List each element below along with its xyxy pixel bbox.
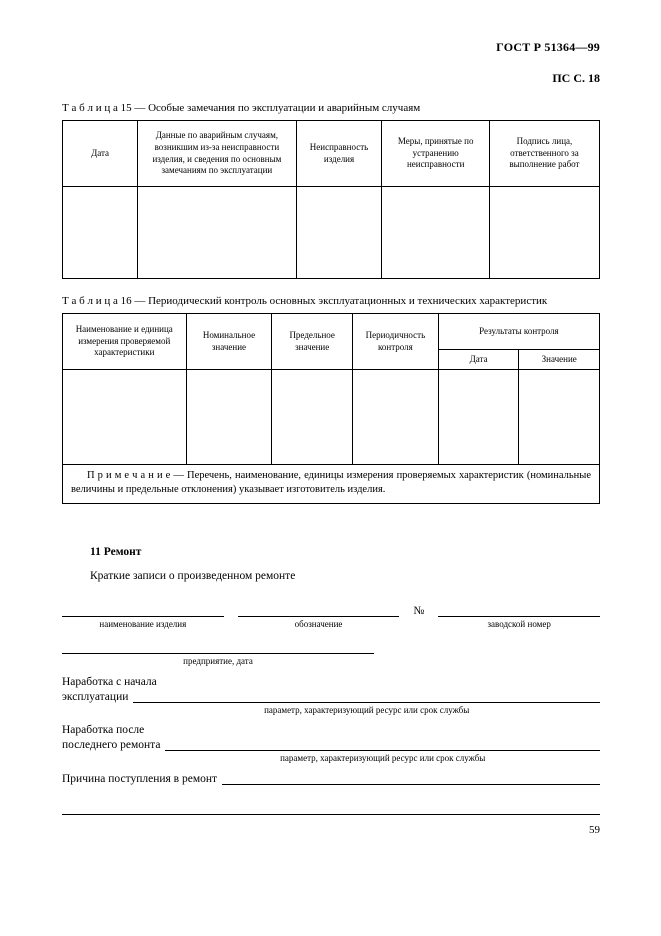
operating-from-start-row <box>62 690 600 715</box>
table16-caption: Т а б л и ц а 16 — Периодический контроль основных эксплуатационных и технических характеристик <box>62 295 548 307</box>
designation-label: обозначение <box>294 619 343 630</box>
table16-col-result-date: Дата <box>438 350 519 370</box>
item-name-label: наименование изделия <box>99 619 187 630</box>
repair-reason-blank-line <box>222 772 600 785</box>
table15-empty-cell <box>138 187 296 279</box>
table15-col-signature: Подпись лица, ответственного за выполнение работ <box>489 121 599 187</box>
repair-reason-continuation-blank-line <box>62 802 600 815</box>
table16-col-periodicity: Периодичность контроля <box>352 314 438 370</box>
field-operating-after-repair <box>62 724 600 763</box>
field-operating-from-start <box>62 676 600 715</box>
enterprise-date-row <box>62 641 600 666</box>
table15-col-fault: Неисправность изделия <box>296 121 382 187</box>
table16-col-results-group: Результаты контроля <box>438 314 599 350</box>
table-15 <box>62 120 600 279</box>
serial-number-blank-line <box>438 604 600 617</box>
enterprise-date-field <box>62 641 374 666</box>
table15-col-measures: Меры, принятые по устранению неисправности <box>382 121 489 187</box>
table15-empty-row <box>63 187 600 279</box>
document-header <box>62 40 600 86</box>
repair-intro-text: Краткие записи о произведенном ремонте <box>90 570 296 583</box>
table16-note-row <box>63 465 600 504</box>
serial-number-label: заводской номер <box>487 619 551 630</box>
operating-after-repair-blank-line <box>165 738 600 751</box>
section-heading-repair: 11 Ремонт <box>90 546 142 559</box>
operating-from-start-hint: параметр, характеризующий ресурс или срок службы <box>264 705 470 716</box>
table15-header-row <box>63 121 600 187</box>
table16-col-result-value: Значение <box>519 350 600 370</box>
table16-empty-cell <box>352 370 438 465</box>
table15-caption: Т а б л и ц а 15 — Особые замечания по эксплуатации и аварийным случаям <box>62 102 421 114</box>
table15-empty-cell <box>489 187 599 279</box>
repair-reason-label: Причина поступления в ремонт <box>62 772 218 785</box>
table15-empty-cell <box>296 187 382 279</box>
operating-from-start-label-line1: Наработка с начала <box>62 676 157 689</box>
operating-after-repair-fill <box>165 738 600 763</box>
operating-after-repair-label-line1: Наработка после <box>62 724 145 737</box>
enterprise-date-blank-line <box>62 641 374 654</box>
table16-empty-cell <box>272 370 353 465</box>
header-page-label: ПС С. 18 <box>552 71 600 85</box>
table16-note: П р и м е ч а н и е — Перечень, наименование, единицы измерения проверяемых характеристик (номинальные величины и предельные отклонения) указывает изготовитель изделия. <box>63 465 600 504</box>
number-sign: № <box>413 605 425 618</box>
table16-empty-cell <box>186 370 272 465</box>
standard-number: ГОСТ Р 51364—99 <box>496 40 600 54</box>
table15-empty-cell <box>63 187 138 279</box>
operating-from-start-fill <box>133 690 600 715</box>
operating-after-repair-label-line2: последнего ремонта <box>62 738 161 751</box>
table-16 <box>62 313 600 504</box>
table16-col-limit: Предельное значение <box>272 314 353 370</box>
operating-after-repair-row <box>62 738 600 763</box>
table15-col-incident-data: Данные по аварийным случаям, возникшим из-за неисправности изделия, и сведения по основным замечаниям по эксплуатации <box>138 121 296 187</box>
table16-header-row <box>63 314 600 350</box>
operating-from-start-label-line2: эксплуатации <box>62 691 129 704</box>
serial-number-field <box>438 604 600 629</box>
page-number: 59 <box>589 824 600 836</box>
table15-empty-cell <box>382 187 489 279</box>
enterprise-date-label: предприятие, дата <box>183 656 253 667</box>
field-repair-reason <box>62 772 600 815</box>
table16-col-nominal: Номинальное значение <box>186 314 272 370</box>
designation-blank-line <box>238 604 400 617</box>
item-name-field <box>62 604 224 629</box>
table16-empty-cell <box>519 370 600 465</box>
operating-after-repair-hint: параметр, характеризующий ресурс или срок службы <box>280 752 486 763</box>
table16-empty-cell <box>63 370 187 465</box>
repair-reason-fill <box>222 772 600 785</box>
repair-identification-row <box>62 604 600 629</box>
designation-field <box>238 604 400 629</box>
table16-empty-row <box>63 370 600 465</box>
operating-from-start-blank-line <box>133 690 600 703</box>
table16-empty-cell <box>438 370 519 465</box>
table15-col-date: Дата <box>63 121 138 187</box>
item-name-blank-line <box>62 604 224 617</box>
repair-reason-row <box>62 772 600 786</box>
table16-col-characteristic: Наименование и единица измерения проверяемой характеристики <box>63 314 187 370</box>
